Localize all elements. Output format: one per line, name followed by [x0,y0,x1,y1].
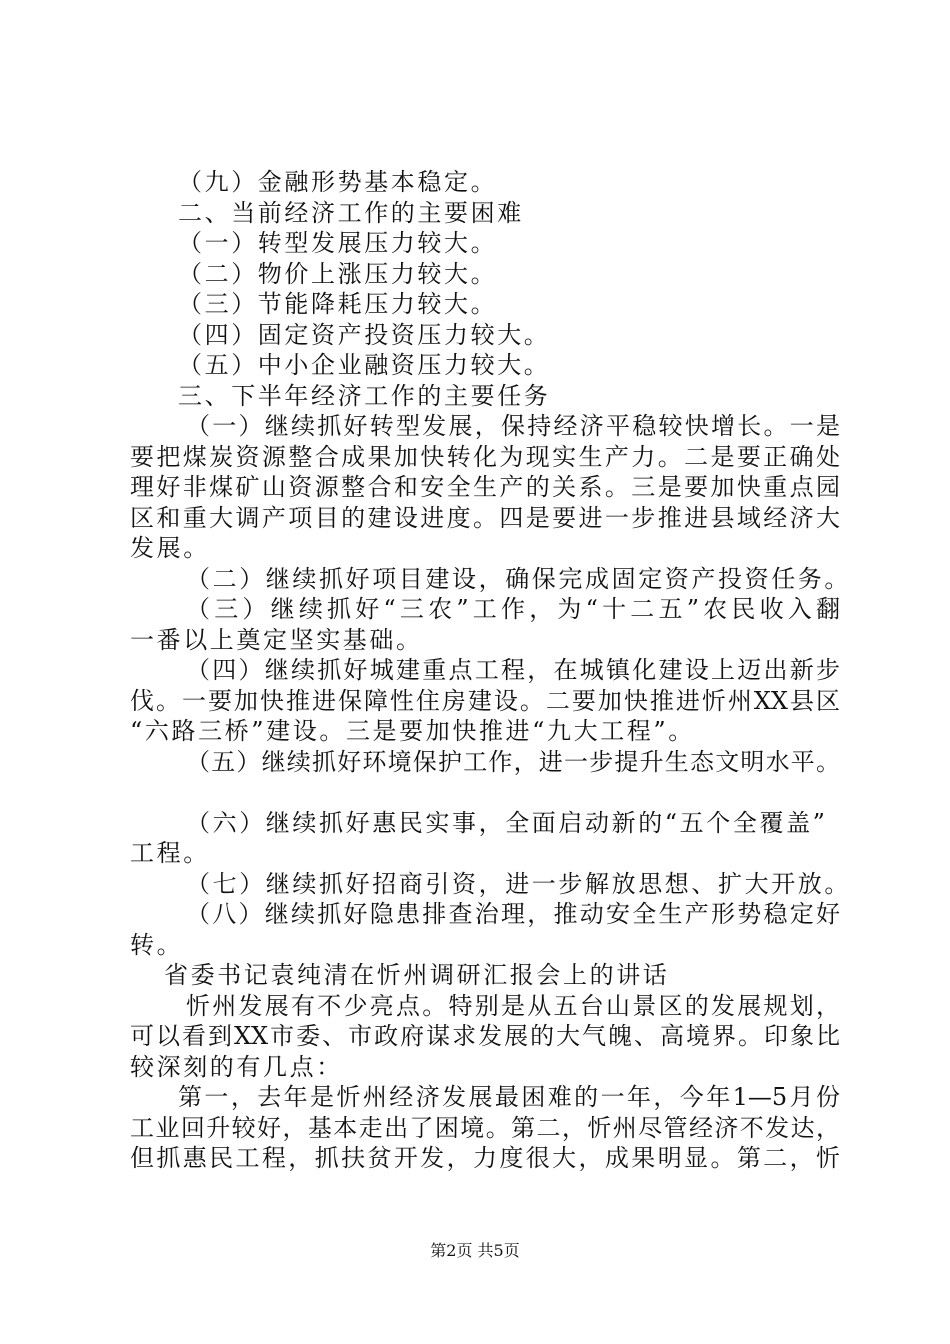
text-line: （八）继续抓好隐患排查治理，推动安全生产形势稳定好 [186,900,840,928]
text-line: （一）继续抓好转型发展，保持经济平稳较快增长。一是 [186,412,840,440]
text-line: 可以看到XX市委、市政府谋求发展的大气魄、高境界。印象比 [130,1022,840,1050]
page-footer: 第2页 共5页 [430,1241,520,1260]
text-line: 但抓惠民工程，抓扶贫开发，力度很大，成果明显。第二，忻 [130,1144,840,1172]
text-line: 忻州发展有不少亮点。特别是从五台山景区的发展规划， [186,991,840,1020]
text-line: 发展。 [130,534,210,562]
text-line: 较深刻的有几点： [130,1052,343,1081]
speech-title: 省委书记袁纯清在忻州调研汇报会上的讲话 [164,961,670,989]
section-heading: 二、当前经济工作的主要困难 [178,198,524,227]
text-line: 伐。一要加快推进保障性住房建设。二要加快推进忻州XX县区 [130,686,840,715]
text-line: （四）继续抓好城建重点工程，在城镇化建设上迈出新步 [186,656,840,684]
text-line: “六路三桥”建设。三是要加快推进“九大工程”。 [130,717,695,745]
text-line: 工程。 [130,839,210,867]
text-line: （一）转型发展压力较大。 [178,229,498,257]
document-body [130,167,851,1174]
text-line: 要把煤炭资源整合成果加快转化为现实生产力。二是要正确处 [130,442,840,471]
section-heading: 三、下半年经济工作的主要任务 [178,381,551,410]
text-line: 转。 [130,930,184,959]
blank-line [130,777,840,808]
text-line: （六）继续抓好惠民实事，全面启动新的“五个全覆盖” [186,808,828,837]
text-line: 一番以上奠定坚实基础。 [130,625,423,654]
text-line: 区和重大调产项目的建设进度。四是要进一步推进县域经济大 [130,503,840,532]
text-line: （三）节能降耗压力较大。 [178,290,498,318]
text-line: 理好非煤矿山资源整合和安全生产的关系。三是要加快重点园 [130,473,840,501]
text-line: （九）金融形势基本稳定。 [178,168,498,196]
text-line: （三）继续抓好“三农”工作，为“十二五”农民收入翻 [186,595,840,623]
text-line: （二）物价上涨压力较大。 [178,259,498,288]
text-line: （七）继续抓好招商引资，进一步解放思想、扩大开放。 [186,869,851,898]
text-line: 工业回升较好，基本走出了困境。第二，忻州尽管经济不发达， [130,1113,840,1142]
text-line: （五）中小企业融资压力较大。 [178,351,551,379]
text-line: （四）固定资产投资压力较大。 [178,320,551,349]
text-line: 第一，去年是忻州经济发展最困难的一年，今年1—5月份 [178,1083,840,1111]
text-line: （二）继续抓好项目建设，确保完成固定资产投资任务。 [186,564,851,593]
text-line: （五）继续抓好环境保护工作，进一步提升生态文明水平。 [186,747,840,776]
